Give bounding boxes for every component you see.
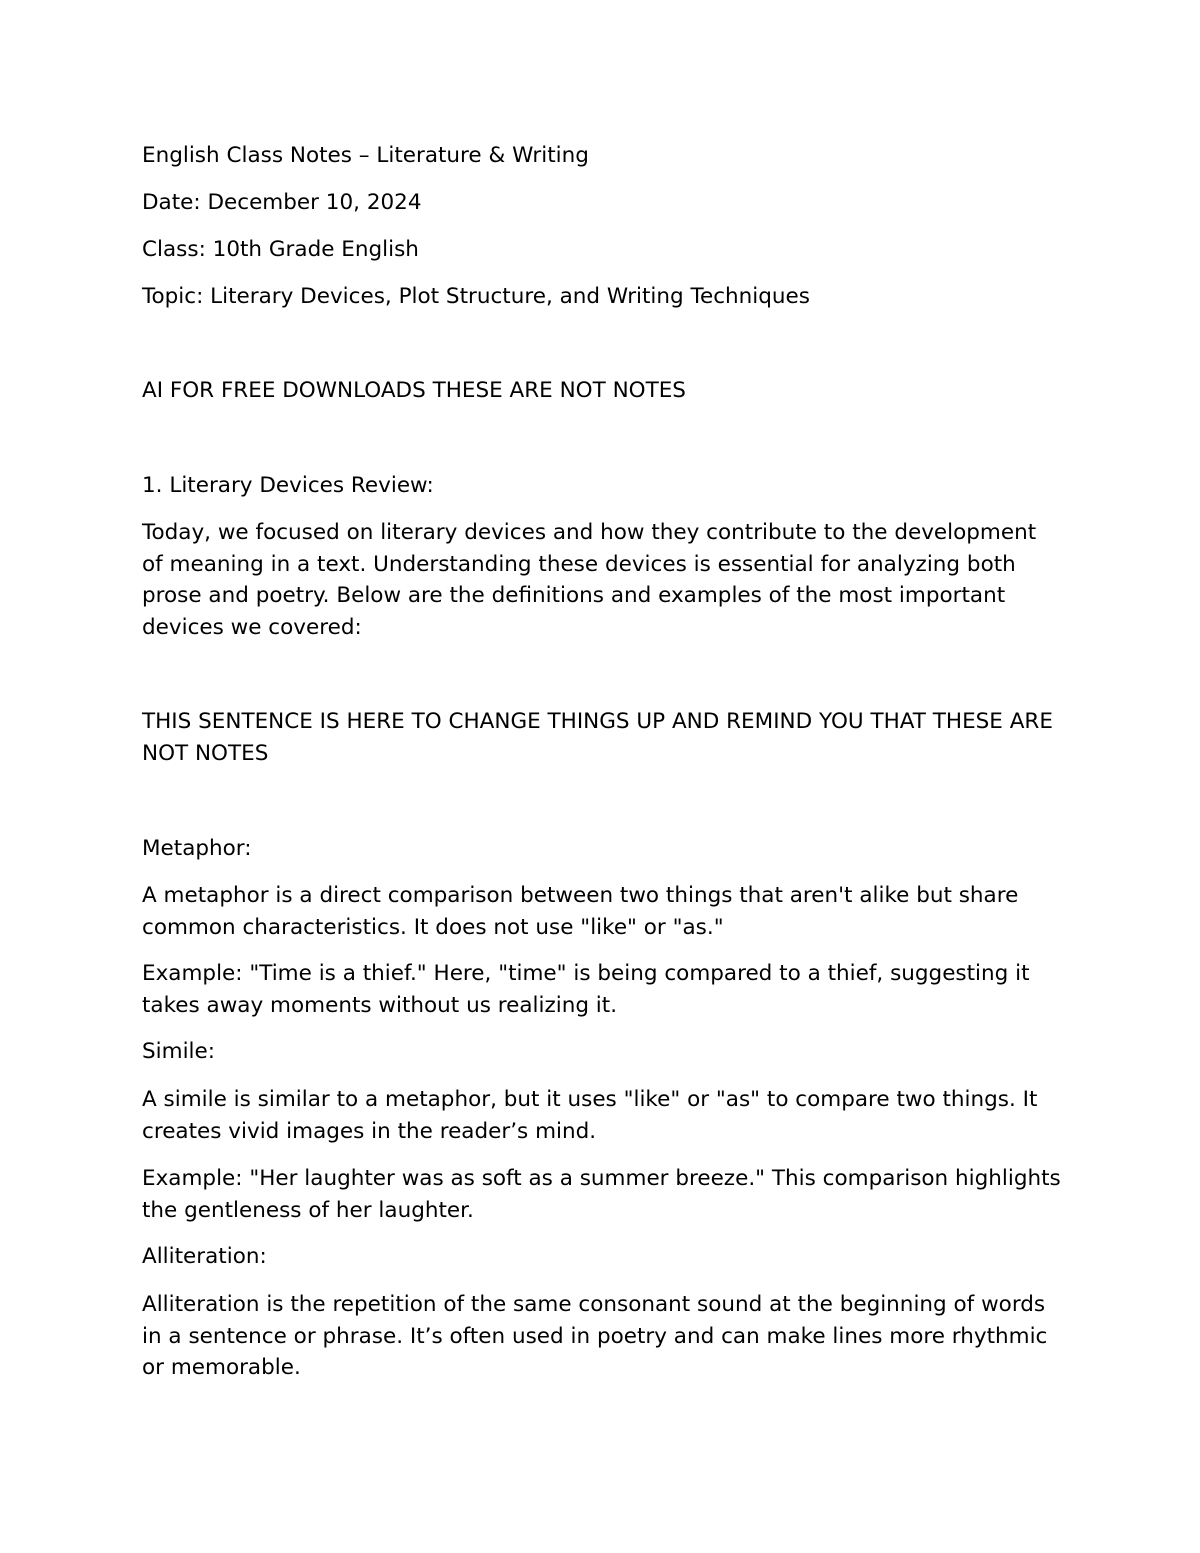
metaphor-definition: A metaphor is a direct comparison between two things that aren't alike but share common characteristics. It does not use "like" or "as." bbox=[142, 883, 1019, 940]
section-1-heading: 1. Literary Devices Review: bbox=[142, 473, 434, 498]
document-date: Date: December 10, 2024 bbox=[142, 190, 422, 215]
document-title: English Class Notes – Literature & Writing bbox=[142, 143, 589, 168]
document-topic: Topic: Literary Devices, Plot Structure, and Writing Techniques bbox=[142, 284, 810, 309]
metaphor-example: Example: "Time is a thief." Here, "time" is being compared to a thief, suggesting it takes away moments without us realizing it. bbox=[142, 961, 1030, 1018]
section-1-intro: Today, we focused on literary devices and how they contribute to the development of meaning in a text. Understanding these devices is essential for analyzing both prose and poetry. Below are the definitions and examples of the most important devices we covered: bbox=[142, 520, 1037, 640]
notice-2: THIS SENTENCE IS HERE TO CHANGE THINGS UP AND REMIND YOU THAT THESE ARE NOT NOTES bbox=[142, 709, 1053, 766]
notice-1: AI FOR FREE DOWNLOADS THESE ARE NOT NOTES bbox=[142, 378, 686, 403]
simile-example: Example: "Her laughter was as soft as a summer breeze." This comparison highlights the gentleness of her laughter. bbox=[142, 1166, 1061, 1223]
alliteration-definition: Alliteration is the repetition of the same consonant sound at the beginning of words in a sentence or phrase. It’s often used in poetry and can make lines more rhythmic or memorable. bbox=[142, 1292, 1048, 1380]
metaphor-heading: Metaphor: bbox=[142, 836, 252, 861]
alliteration-heading: Alliteration: bbox=[142, 1244, 267, 1269]
simile-heading: Simile: bbox=[142, 1039, 215, 1064]
document-class: Class: 10th Grade English bbox=[142, 237, 419, 262]
simile-definition: A simile is similar to a metaphor, but it uses "like" or "as" to compare two things. It creates vivid images in the reader’s mind. bbox=[142, 1087, 1038, 1144]
